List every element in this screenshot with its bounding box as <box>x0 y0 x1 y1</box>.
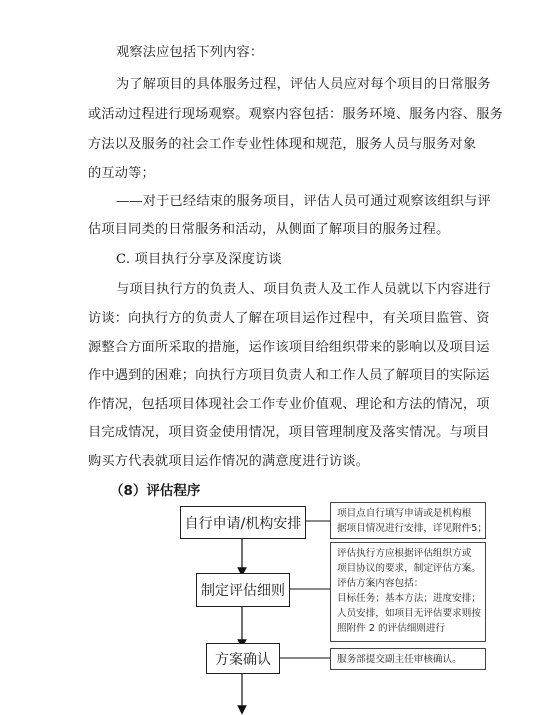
text-line: 与项目执行方的负责人、项目负责人及工作人员就以下内容进行 <box>116 282 491 297</box>
text-line: 观察法应包括下列内容： <box>116 45 264 60</box>
text-line: 为了解项目的具体服务过程，评估人员应对每个项目的日常服务 <box>116 77 491 92</box>
text-line: 作情况，包括项目体现社会工作专业价值观、理论和方法的情况，项 <box>88 397 490 412</box>
text-line: 的互动等； <box>88 166 155 181</box>
note-line: 评估执行方应根据评估组织方或 <box>337 548 472 559</box>
flow-note-confirm <box>330 648 486 670</box>
flow-step-label: 方案确认 <box>215 651 271 668</box>
text-line: 或活动过程进行现场观察。观察内容包括：服务环境、服务内容、服务 <box>88 107 504 122</box>
note-line: 服务部提交副主任审核确认。 <box>337 654 462 665</box>
note-line: 人员安排，如项目无评估要求则按 <box>337 608 481 619</box>
text-line: 访谈：向执行方的负责人了解在项目运作过程中，有关项目监管、资 <box>88 311 490 326</box>
text-line: 源整合方面所采取的措施，运作该项目给组织带来的影响以及项目运 <box>88 340 490 355</box>
text-line: 方法以及服务的社会工作专业性体现和规范，服务人员与服务对象 <box>88 137 477 152</box>
note-line: 项目协议的要求，制定评估方案。 <box>337 563 481 574</box>
flow-step-rules <box>196 573 290 607</box>
text-line: ——对于已经结束的服务项目，评估人员可通过观察该组织与评 <box>116 194 491 209</box>
text-line: 作中遇到的困难；向执行方项目负责人和工作人员了解项目的实际运 <box>88 368 490 383</box>
text-line: 估项目同类的日常服务和活动，从侧面了解项目的服务过程。 <box>88 222 450 237</box>
flow-step-confirm <box>206 643 280 674</box>
flow-step-apply <box>180 506 306 539</box>
flow-step-label: 制定评估细则 <box>201 583 285 599</box>
flow-note-apply <box>330 502 486 539</box>
note-line: 照附件 2 的评估细则进行 <box>337 623 446 634</box>
note-line: 项目点自行填写申请或是机构根 <box>337 508 472 519</box>
note-line: 评估方案内容包括： <box>337 578 424 589</box>
note-line: 据项目情况进行安排，详见附件5； <box>337 523 488 534</box>
text-line: C. 项目执行分享及深度访谈 <box>116 252 282 267</box>
note-line: 目标任务；基本方法；进度安排； <box>337 593 481 604</box>
section-heading: （8）评估程序 <box>110 483 201 499</box>
text-line: 购买方代表就项目运作情况的满意度进行访谈。 <box>88 454 370 469</box>
text-line: 目完成情况，项目资金使用情况，项目管理制度及落实情况。与项目 <box>88 425 490 440</box>
flow-step-label: 自行申请/机构安排 <box>184 515 302 532</box>
flow-note-rules <box>330 542 486 642</box>
